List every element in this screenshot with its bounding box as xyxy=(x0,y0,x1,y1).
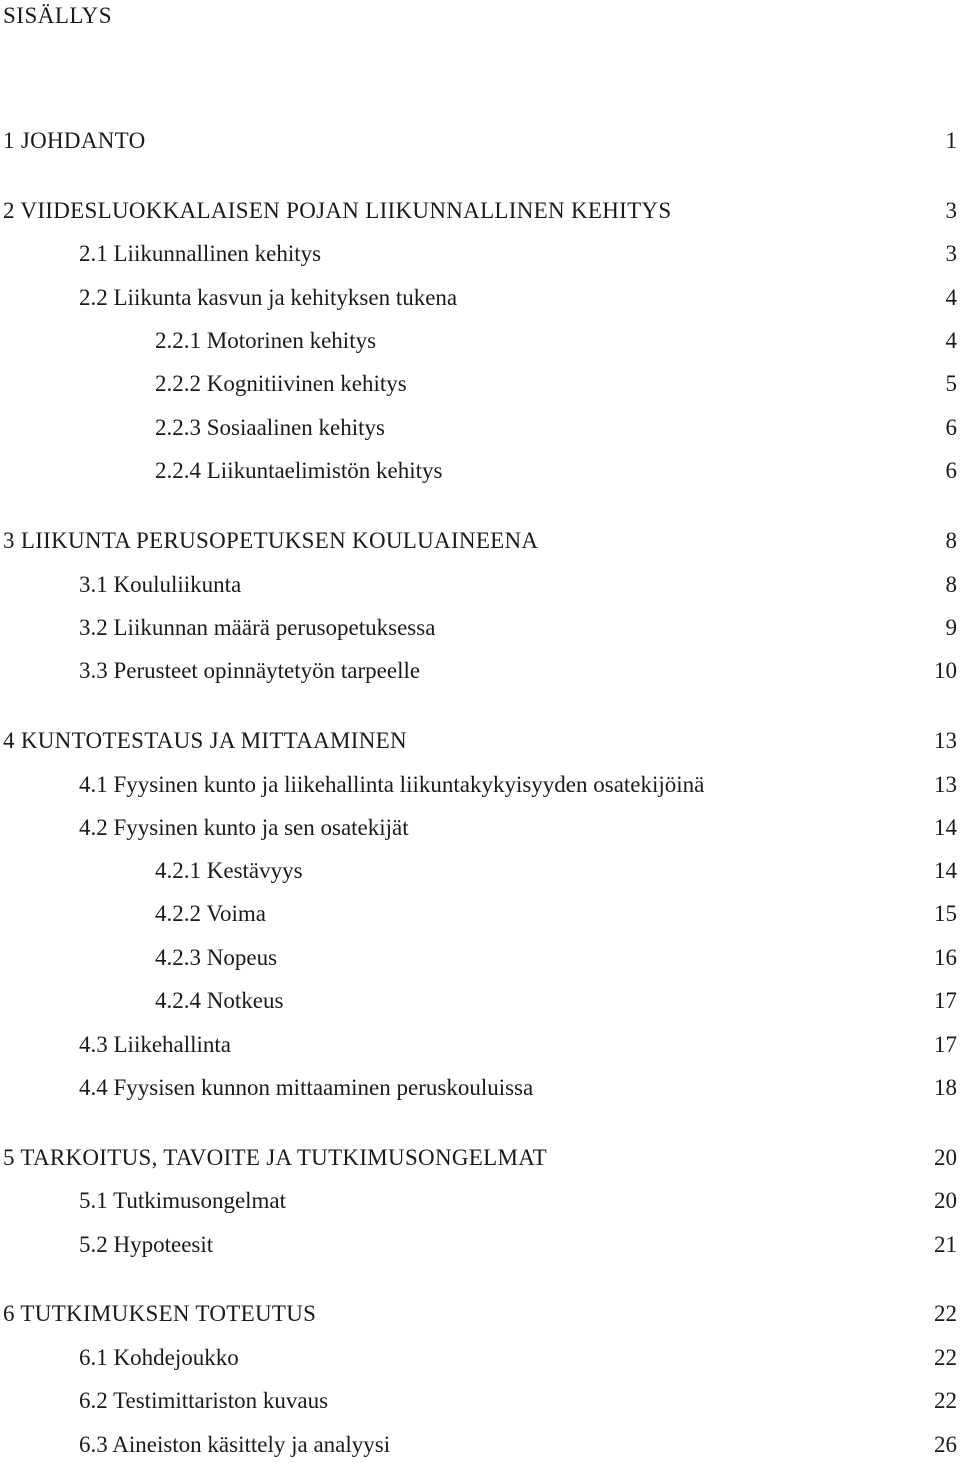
toc-entry-title: 4.2.1 Kestävyys xyxy=(155,858,303,883)
toc-entry-title: 6.2 Testimittariston kuvaus xyxy=(79,1388,329,1413)
toc-page-number: 15 xyxy=(934,901,957,926)
toc-page-number: 22 xyxy=(934,1301,957,1326)
toc-entry-title: 6.1 Kohdejoukko xyxy=(79,1345,239,1370)
toc-chapter-entry xyxy=(0,196,960,226)
toc-page-number: 14 xyxy=(934,858,957,883)
toc-subsection-entry xyxy=(0,456,960,486)
toc-subsection-entry xyxy=(0,413,960,443)
toc-entry-title: 2.2.3 Sosiaalinen kehitys xyxy=(155,415,385,440)
toc-section-entry xyxy=(0,1030,960,1060)
toc-section-entry xyxy=(0,1073,960,1103)
toc-subsection-entry xyxy=(0,856,960,886)
toc-entry-title: 4.1 Fyysinen kunto ja liikehallinta liikuntakykyisyyden osatekijöinä xyxy=(79,772,705,797)
toc-subsection-entry xyxy=(0,326,960,356)
toc-entry-title: 1 JOHDANTO xyxy=(3,128,146,153)
toc-page-number: 9 xyxy=(945,615,957,640)
toc-page-number: 17 xyxy=(934,988,957,1013)
toc-section-entry xyxy=(0,613,960,643)
toc-entry-title: 2.2.1 Motorinen kehitys xyxy=(155,328,377,353)
toc-section-entry xyxy=(0,656,960,686)
toc-subsection-entry xyxy=(0,943,960,973)
toc-section-entry xyxy=(0,570,960,600)
toc-section-entry xyxy=(0,1230,960,1260)
toc-page-number: 20 xyxy=(934,1188,957,1213)
toc-section-entry xyxy=(0,1343,960,1373)
toc-section-entry xyxy=(0,770,960,800)
toc-entry-title: 4.4 Fyysisen kunnon mittaaminen peruskouluissa xyxy=(79,1075,534,1100)
toc-entry-title: 4 KUNTOTESTAUS JA MITTAAMINEN xyxy=(3,728,407,753)
toc-entry-title: 4.2.4 Notkeus xyxy=(155,988,284,1013)
toc-entry-title: 4.2 Fyysinen kunto ja sen osatekijät xyxy=(79,815,409,840)
toc-subsection-entry xyxy=(0,899,960,929)
toc-page-number: 18 xyxy=(934,1075,957,1100)
toc-section-entry xyxy=(0,283,960,313)
toc-entry-title: 3.2 Liikunnan määrä perusopetuksessa xyxy=(79,615,436,640)
toc-section-entry xyxy=(0,239,960,269)
toc-page-number: 10 xyxy=(934,658,957,683)
toc-page-number: 20 xyxy=(934,1145,957,1170)
toc-entry-title: 2.2.2 Kognitiivinen kehitys xyxy=(155,371,407,396)
toc-entry-title: 2.1 Liikunnallinen kehitys xyxy=(79,241,322,266)
toc-entry-title: 3.3 Perusteet opinnäytetyön tarpeelle xyxy=(79,658,421,683)
toc-page-number: 13 xyxy=(934,728,957,753)
toc-entry-title: 5.2 Hypoteesit xyxy=(79,1232,214,1257)
page-title: SISÄLLYS xyxy=(3,3,113,28)
toc-subsection-entry xyxy=(0,369,960,399)
toc-page-number: 4 xyxy=(945,328,957,353)
toc-chapter-entry xyxy=(0,126,960,156)
toc-entry-title: 4.2.2 Voima xyxy=(155,901,266,926)
toc-section-entry xyxy=(0,1186,960,1216)
toc-page-number: 22 xyxy=(934,1345,957,1370)
toc-page-number: 6 xyxy=(945,458,957,483)
toc-page-number: 22 xyxy=(934,1388,957,1413)
toc-entry-title: 3 LIIKUNTA PERUSOPETUKSEN KOULUAINEENA xyxy=(3,528,539,553)
toc-entry-title: 2 VIIDESLUOKKALAISEN POJAN LIIKUNNALLINEN KEHITYS xyxy=(3,198,672,223)
toc-entry-title: 2.2.4 Liikuntaelimistön kehitys xyxy=(155,458,443,483)
toc-chapter-entry xyxy=(0,726,960,756)
toc-section-entry xyxy=(0,1430,960,1460)
toc-entry-title: 6.3 Aineiston käsittely ja analyysi xyxy=(79,1432,391,1457)
toc-page-number: 14 xyxy=(934,815,957,840)
toc-page-number: 17 xyxy=(934,1032,957,1057)
toc-page-number: 3 xyxy=(945,241,957,266)
toc-page-number: 21 xyxy=(934,1232,957,1257)
toc-page-number: 3 xyxy=(945,198,957,223)
toc-page-number: 8 xyxy=(945,572,957,597)
toc-page-number: 13 xyxy=(934,772,957,797)
toc-section-entry xyxy=(0,1386,960,1416)
toc-page-number: 4 xyxy=(945,285,957,310)
toc-page-number: 16 xyxy=(934,945,957,970)
toc-entry-title: 5.1 Tutkimusongelmat xyxy=(79,1188,287,1213)
toc-chapter-entry xyxy=(0,526,960,556)
toc-page-number: 1 xyxy=(945,128,957,153)
toc-entry-title: 2.2 Liikunta kasvun ja kehityksen tukena xyxy=(79,285,458,310)
toc-entry-title: 3.1 Koululiikunta xyxy=(79,572,242,597)
toc-entry-title: 4.2.3 Nopeus xyxy=(155,945,278,970)
toc-entry-title: 6 TUTKIMUKSEN TOTEUTUS xyxy=(3,1301,317,1326)
toc-entry-title: 5 TARKOITUS, TAVOITE JA TUTKIMUSONGELMAT xyxy=(3,1145,547,1170)
toc-subsection-entry xyxy=(0,986,960,1016)
toc-page-number: 5 xyxy=(945,371,957,396)
toc-chapter-entry xyxy=(0,1299,960,1329)
toc-chapter-entry xyxy=(0,1143,960,1173)
toc-entry-title: 4.3 Liikehallinta xyxy=(79,1032,232,1057)
toc-page-number: 26 xyxy=(934,1432,957,1457)
toc-section-entry xyxy=(0,813,960,843)
toc-page-number: 6 xyxy=(945,415,957,440)
toc-page-number: 8 xyxy=(945,528,957,553)
